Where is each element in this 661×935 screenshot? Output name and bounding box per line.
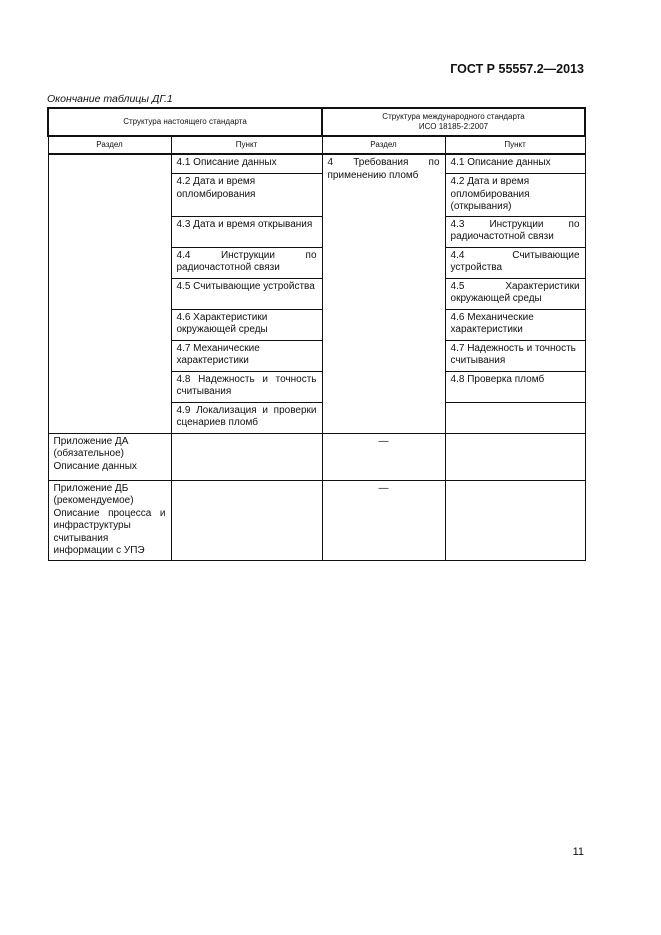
page-number: 11	[572, 846, 584, 858]
point-cell-international: 4.2 Дата и время опломбирования (открывания)	[445, 174, 585, 217]
table-group-header-row	[48, 108, 585, 136]
section-cell-empty	[48, 154, 171, 433]
appendix-a-point-cell	[171, 433, 322, 480]
point-cell-international: 4.6 Механические характеристики	[445, 309, 585, 340]
point-cell-international: 4.7 Надежность и точность считывания	[445, 340, 585, 371]
col-header-section-international: Раздел	[322, 136, 445, 154]
appendix-a-intl-point-cell	[445, 433, 585, 480]
table-row-appendix-a	[48, 433, 585, 480]
appendix-b-subtitle: Описание процесса и инфраструктуры считывания информации с УПЭ	[53, 507, 166, 556]
point-cell-national: 4.1 Описание данных	[171, 154, 322, 174]
table-caption: Окончание таблицы ДГ.1	[47, 93, 173, 105]
point-cell-international: 4.8 Проверка пломб	[445, 371, 585, 402]
point-cell-national: 4.9 Локализация и проверки сценариев пломб	[171, 402, 322, 433]
point-cell-national: 4.6 Характеристики окружающей среды	[171, 309, 322, 340]
appendix-b-intl-point-cell	[445, 480, 585, 560]
correspondence-table	[47, 107, 586, 561]
col-header-section-national: Раздел	[48, 136, 171, 154]
appendix-a-section-cell	[48, 433, 171, 480]
document-code: ГОСТ Р 55557.2—2013	[450, 62, 584, 76]
appendix-a-title: Приложение ДА (обязательное)	[53, 435, 129, 459]
appendix-b-section-cell	[48, 480, 171, 560]
point-cell-national: 4.5 Считывающие устройства	[171, 278, 322, 309]
group-header-national: Структура настоящего стандарта	[48, 108, 322, 136]
point-cell-national: 4.3 Дата и время открывания	[171, 216, 322, 247]
table-column-header-row	[48, 136, 585, 154]
point-cell-national: 4.2 Дата и время опломбирования	[171, 174, 322, 217]
point-cell-national: 4.7 Механические характеристики	[171, 340, 322, 371]
section-cell-international-4: 4 Требования по применению пломб	[322, 154, 445, 433]
appendix-a-subtitle: Описание данных	[53, 460, 137, 472]
appendix-b-title: Приложение ДБ (рекомендуемое)	[53, 482, 134, 506]
table-row-appendix-b	[48, 480, 585, 560]
group-header-international-line2: ИСО 18185-2:2007	[418, 122, 489, 131]
point-cell-national: 4.4 Инструкции по радиочастотной связи	[171, 247, 322, 278]
col-header-point-international: Пункт	[445, 136, 585, 154]
col-header-point-national: Пункт	[171, 136, 322, 154]
point-cell-international: 4.5 Характеристики окружающей среды	[445, 278, 585, 309]
group-header-international	[322, 108, 585, 136]
point-cell-international: 4.4 Считывающие устройства	[445, 247, 585, 278]
group-header-international-line1: Структура международного стандарта	[382, 112, 525, 121]
appendix-b-point-cell	[171, 480, 322, 560]
point-cell-international: 4.1 Описание данных	[445, 154, 585, 174]
point-cell-international	[445, 402, 585, 433]
appendix-b-intl-section-cell: —	[322, 480, 445, 560]
point-cell-international: 4.3 Инструкции по радиочастотной связи	[445, 216, 585, 247]
point-cell-national: 4.8 Надежность и точность считывания	[171, 371, 322, 402]
appendix-a-intl-section-cell: —	[322, 433, 445, 480]
table-row	[48, 154, 585, 174]
